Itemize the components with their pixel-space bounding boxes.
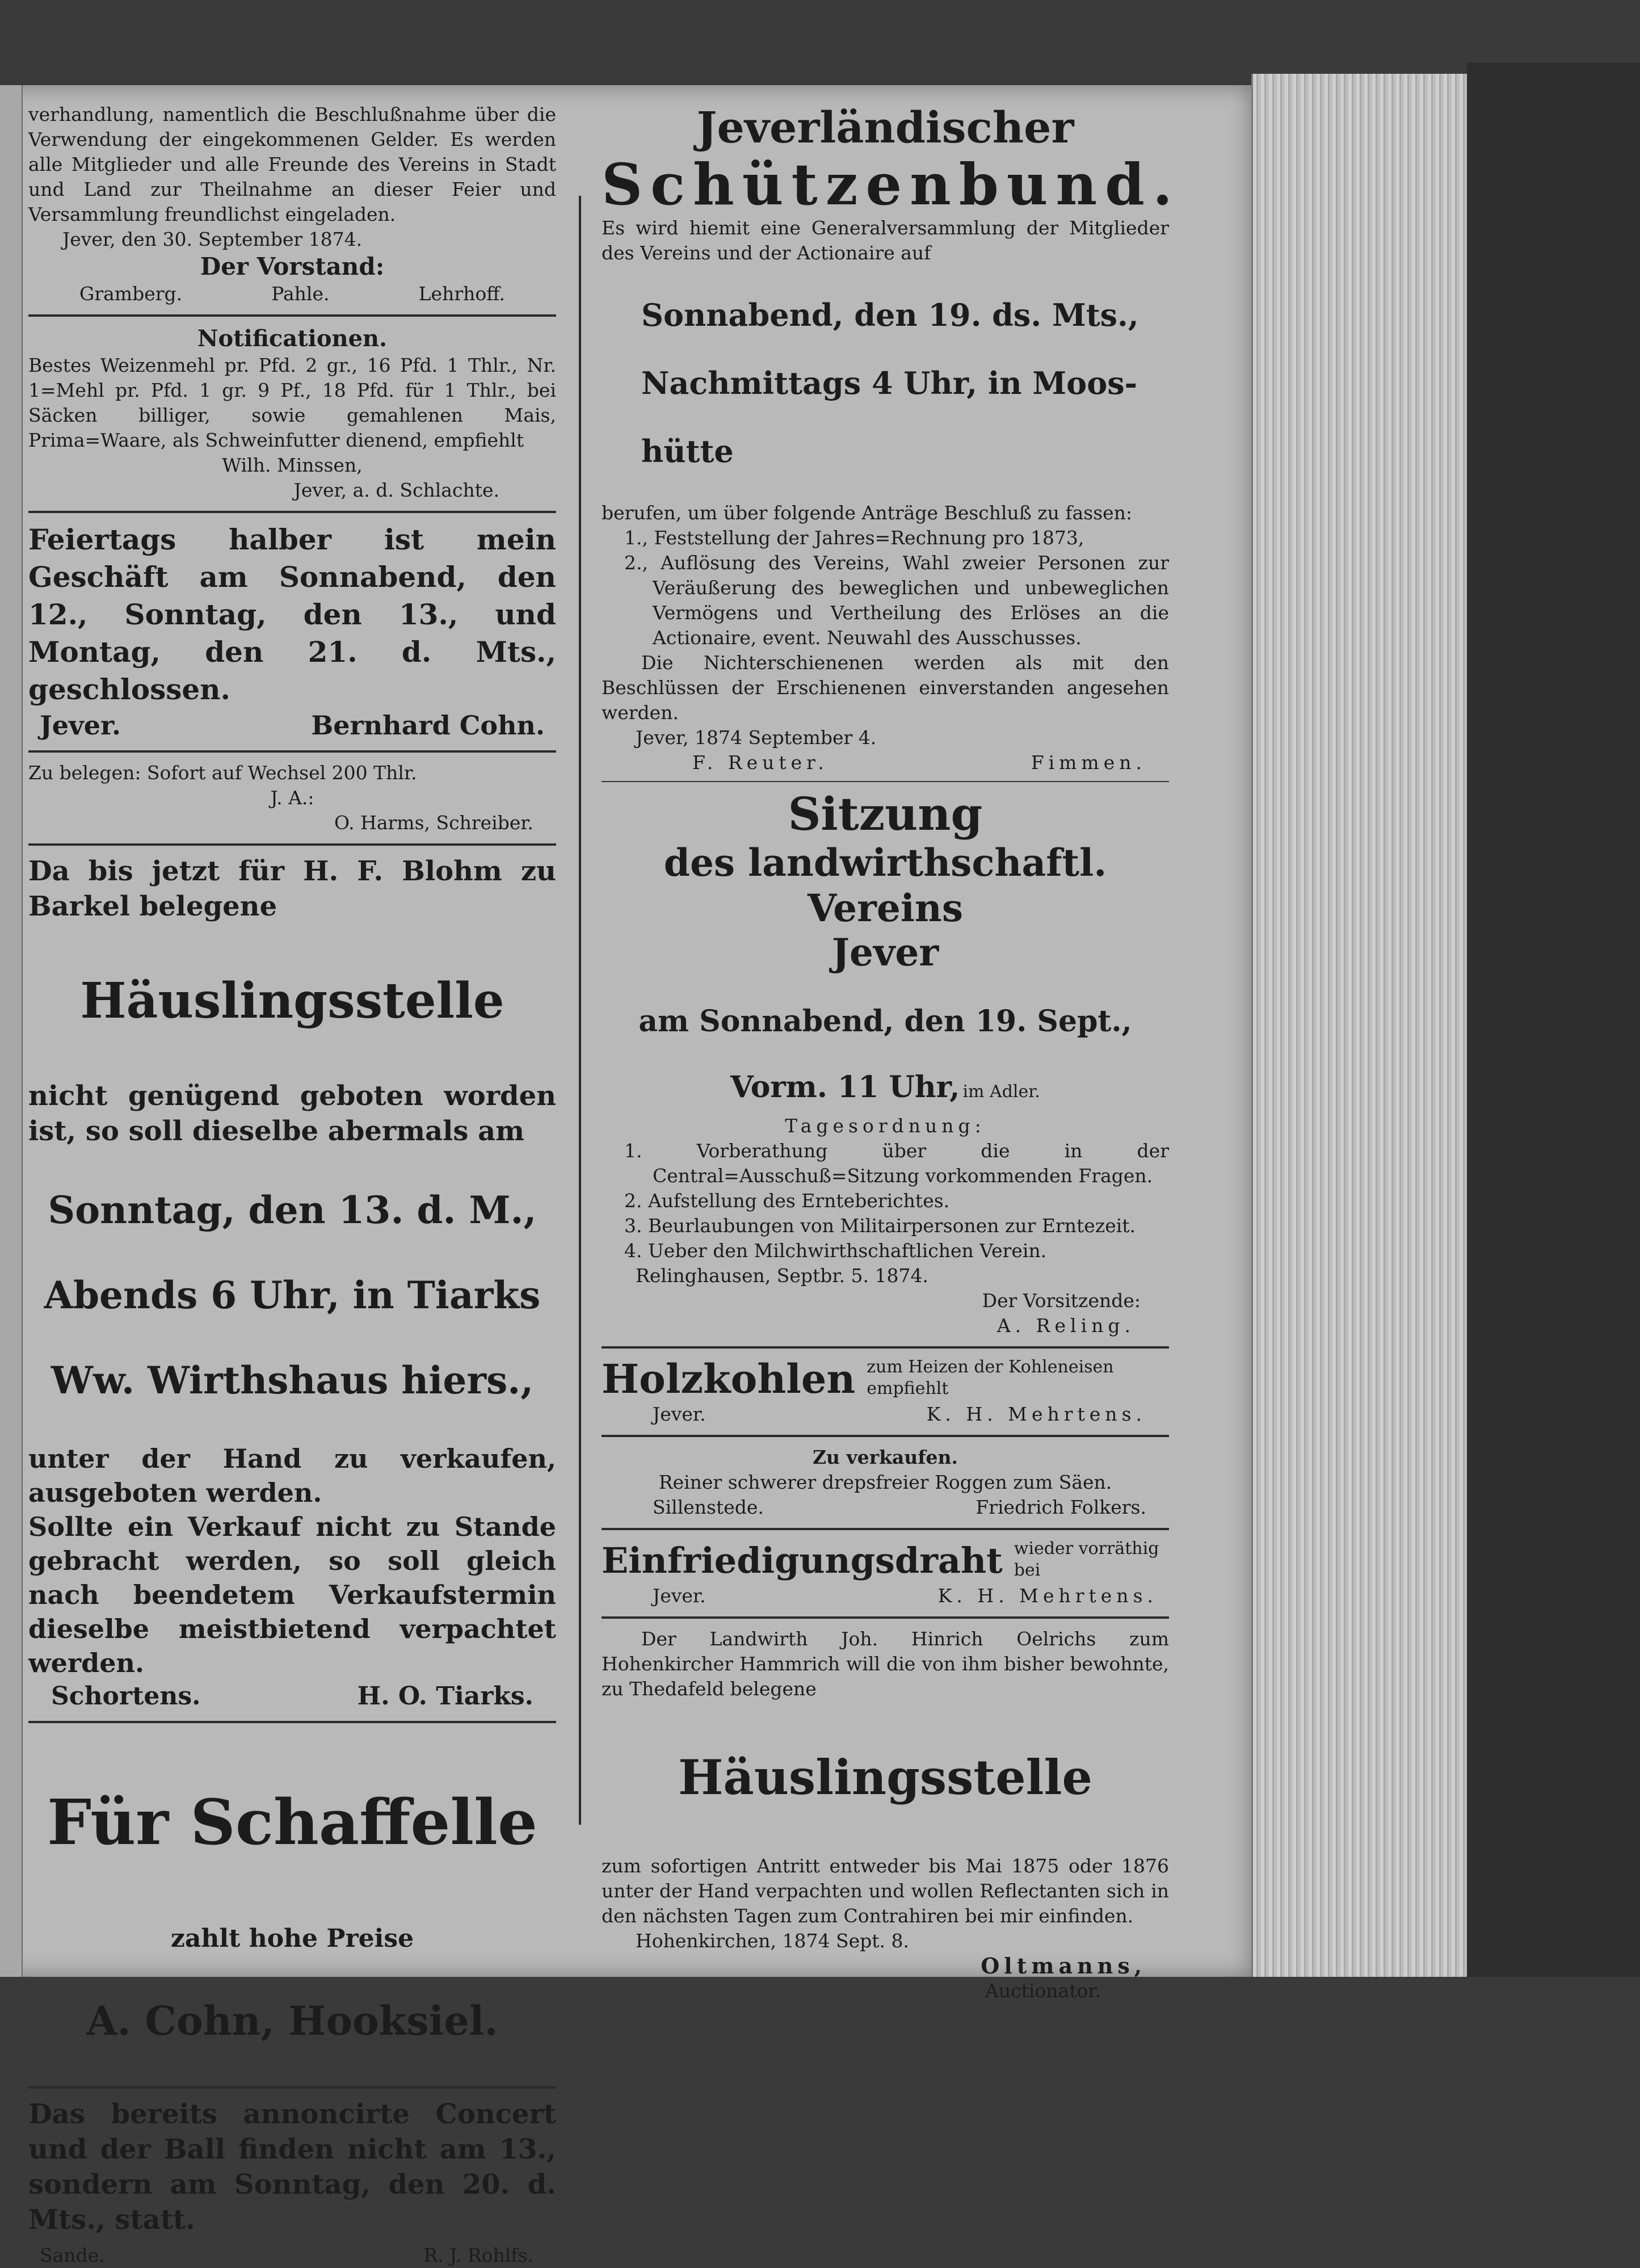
notice-date: Jever, 1874 September 4. xyxy=(636,726,877,749)
notice-title: des landwirthschaftl. Vereins xyxy=(663,841,1107,930)
notice-title: Sitzung xyxy=(788,787,983,841)
notice-date: Sonntag, den 13. d. M., xyxy=(48,1188,537,1232)
divider xyxy=(28,750,556,753)
notice-title: Schützenbund. xyxy=(602,151,1180,218)
divider xyxy=(28,511,556,513)
notice-date: Jever, den 30. September 1874. xyxy=(62,228,363,250)
notice-text: unter der Hand zu verkaufen, ausgeboten werden. xyxy=(28,1443,556,1508)
notice-board: Der Vorstand: xyxy=(200,253,385,280)
agenda-item: 2. Aufstellung des Ernteberichtes. xyxy=(624,1190,950,1212)
notice-text: berufen, um über folgende Anträge Beschluß zu fassen: xyxy=(602,502,1133,524)
divider xyxy=(602,1346,1169,1349)
notice-house-sale xyxy=(28,854,556,1713)
board-name: Pahle. xyxy=(271,283,330,305)
divider xyxy=(602,1528,1169,1530)
notice-chair: Der Vorsitzende: xyxy=(982,1290,1141,1312)
divider xyxy=(602,1435,1169,1437)
notice-headline: Holzkohlen xyxy=(602,1355,856,1402)
notice-headline: Häuslingsstelle xyxy=(80,972,504,1030)
notice-text: Der Landwirth Joh. Hinrich Oelrichs zum Hohenkircher Hammrich will die von ihm bisher bewohnte, zu Thedafeld belegene xyxy=(602,1628,1169,1700)
agenda-item: 3. Beurlaubungen von Militairpersonen zur Erntezeit. xyxy=(624,1215,1136,1237)
notice-title: Zu verkaufen. xyxy=(812,1446,958,1468)
notice-meeting xyxy=(28,102,556,306)
notice-role: Auctionator. xyxy=(985,1980,1101,2002)
notice-date: Sonnabend, den 19. ds. Mts., xyxy=(641,297,1139,333)
notice-signature: K. H. Mehrtens. xyxy=(937,1585,1158,1607)
divider xyxy=(602,781,1169,782)
notice-charcoal xyxy=(602,1356,1169,1427)
notice-text: Sollte ein Verkauf nicht zu Stande gebracht werden, so soll gleich nach beendetem Verkaufstermin dieselbe meistbietend verpachtet werden. xyxy=(28,1511,556,1678)
agenda-item: 4. Ueber den Milchwirthschaftlichen Verein. xyxy=(624,1240,1047,1262)
notice-rye-sale xyxy=(602,1445,1169,1520)
notice-side-text: zum Heizen der Kohleneisen empfiehlt xyxy=(867,1357,1114,1398)
notice-date: Nachmittags 4 Uhr, in Moos- xyxy=(641,365,1138,401)
notice-head-row xyxy=(602,1538,1169,1584)
notice-signature: Friedrich Folkers. xyxy=(975,1496,1146,1518)
notice-date: hütte xyxy=(641,433,734,469)
notice-text: Feiertags halber ist mein Geschäft am Sonnabend, den 12., Sonntag, den 13., und Montag, den 21. d. Mts., geschlossen. xyxy=(28,523,556,706)
notice-concert xyxy=(28,2097,556,2268)
notice-intro: Da bis jetzt für H. F. Blohm zu Barkel belegene xyxy=(28,855,556,922)
notice-place: Jever. xyxy=(653,1403,706,1425)
agenda-item: 1. Vorberathung über die in der Central=Ausschuß=Sitzung vorkommenden Fragen. xyxy=(624,1140,1169,1187)
notice-holiday xyxy=(28,521,556,742)
notice-text: Bestes Weizenmehl pr. Pfd. 2 gr., 16 Pfd. 1 Thlr., Nr. 1=Mehl pr. Pfd. 1 gr. 9 Pf., 18 Pfd. für 1 Thlr., bei Säcken billiger, sowie gemahlenen Mais, Prima=Waare, als Schweinfutter dienend, empfiehlt xyxy=(28,354,556,451)
notice-date: Vorm. 11 Uhr, xyxy=(730,1070,960,1104)
notice-signature: R. J. Rohlfs. xyxy=(423,2244,533,2266)
notice-footer xyxy=(602,1495,1169,1520)
notice-footer xyxy=(602,1402,1169,1427)
notice-date: Relinghausen, Septbr. 5. 1874. xyxy=(636,1265,928,1287)
notice-signature: F. Reuter. xyxy=(692,751,829,774)
notice-signature: A. Reling. xyxy=(996,1314,1135,1337)
notice-text: Das bereits annoncirte Concert und der Ball finden nicht am 13., sondern am Sonntag, den 20. d. Mts., statt. xyxy=(28,2098,556,2236)
divider xyxy=(602,1616,1169,1619)
notice-place: Sillenstede. xyxy=(653,1496,764,1518)
left-column xyxy=(28,102,556,2268)
notice-signature: Bernhard Cohn. xyxy=(311,710,545,741)
notice-venue: im Adler. xyxy=(962,1082,1040,1102)
book-page-edges xyxy=(1251,74,1469,1977)
notice-footer xyxy=(28,1680,556,1713)
notice-line: J. A.: xyxy=(270,787,314,809)
notice-text: Reiner schwerer drepsfreier Roggen zum Säen. xyxy=(658,1471,1112,1493)
notice-place: Jever. xyxy=(653,1585,706,1607)
column-divider xyxy=(579,196,581,1825)
agenda-item: 1., Feststellung der Jahres=Rechnung pro 1873, xyxy=(624,527,1084,549)
notice-signature: K. H. Mehrtens. xyxy=(926,1403,1146,1425)
notice-sheepskins xyxy=(28,1786,556,2047)
notice-headline: Für Schaffelle xyxy=(47,1786,537,1859)
notice-date: Ww. Wirthshaus hiers., xyxy=(51,1358,534,1402)
book-binding xyxy=(1467,62,1640,1977)
board-name: Gramberg. xyxy=(79,283,183,305)
notice-house-lease xyxy=(602,1627,1169,2004)
notice-side-text: wieder vorräthig bei xyxy=(1014,1539,1159,1580)
notice-fence-wire xyxy=(602,1538,1169,1608)
notice-date: am Sonnabend, den 19. Sept., xyxy=(638,1004,1132,1039)
notice-head-row xyxy=(602,1356,1169,1402)
right-column xyxy=(602,102,1180,2004)
notice-text: Die Nichterschienenen werden als mit den Beschlüssen der Erschienenen einverstanden angesehen werden. xyxy=(602,652,1169,724)
notice-line: Zu belegen: Sofort auf Wechsel 200 Thlr. xyxy=(28,762,417,784)
notice-text: zum sofortigen Antritt entweder bis Mai 1875 oder 1876 unter der Hand verpachten und wollen Reflectanten sich in den nächsten Tagen zum Contrahiren bei mir einfinden. xyxy=(602,1855,1169,1927)
notice-date: Hohenkirchen, 1874 Sept. 8. xyxy=(636,1930,909,1952)
notice-signature: Fimmen. xyxy=(1031,751,1146,774)
notice-headline: Einfriedigungsdraht xyxy=(602,1540,1003,1581)
agenda-item: 2., Auflösung des Vereins, Wahl zweier Personen zur Veräußerung des beweglichen und unbeweglichen Vermögens und Vertheilung des Erlöses an die Actionaire, event. Neuwahl des Ausschusses. xyxy=(624,552,1169,649)
notice-footer xyxy=(602,1584,1169,1608)
notice-footer xyxy=(28,2237,556,2268)
board-name: Lehrhoff. xyxy=(418,283,505,305)
notice-place: Jever. xyxy=(40,710,121,741)
notice-footer xyxy=(28,708,556,742)
notice-text: nicht genügend geboten worden ist, so soll dieselbe abermals am xyxy=(28,1080,556,1147)
divider xyxy=(28,1721,556,1723)
notice-date: Abends 6 Uhr, in Tiarks xyxy=(44,1273,541,1317)
notice-signature: A. Cohn, Hooksiel. xyxy=(86,1997,498,2044)
notice-signature: Wilh. Minssen, xyxy=(222,454,363,476)
notice-subline: zahlt hohe Preise xyxy=(170,1924,414,1953)
notice-place: Sande. xyxy=(40,2244,105,2266)
agenda-title: Tagesordnung: xyxy=(785,1115,986,1137)
notice-loan xyxy=(28,761,556,835)
notice-title: Jeverländischer xyxy=(696,102,1074,153)
notice-place: Schortens. xyxy=(51,1682,201,1711)
notice-date-line xyxy=(602,1069,1169,1106)
notice-title: Notificationen. xyxy=(197,325,388,352)
notice-farmers-meeting xyxy=(602,788,1169,1338)
divider xyxy=(28,314,556,317)
notice-text: Es wird hiemit eine Generalversammlung der Mitglieder des Vereins und der Actionaire auf xyxy=(602,217,1169,264)
notice-signature: Oltmanns, xyxy=(981,1953,1146,1979)
notice-text: verhandlung, namentlich die Beschlußnahme über die Verwendung der eingekommenen Gelder. Es werden alle Mitglieder und alle Freunde des Vereins in Stadt und Land zur Theilnahme an dieser Feier und Versammlung freundlichst eingeladen. xyxy=(28,103,556,225)
notice-footer xyxy=(602,750,1169,775)
notice-flour xyxy=(28,325,556,503)
notice-signature: H. O. Tiarks. xyxy=(357,1682,533,1711)
notice-place: Jever, a. d. Schlachte. xyxy=(293,479,499,501)
notice-headline: Häuslingsstelle xyxy=(678,1749,1092,1805)
notice-line: O. Harms, Schreiber. xyxy=(334,812,533,834)
divider xyxy=(28,2086,556,2089)
notice-title: Jever xyxy=(831,930,939,975)
notice-shooting-club xyxy=(602,102,1180,775)
previous-page-edge xyxy=(0,85,23,1977)
board-names xyxy=(28,282,556,306)
divider xyxy=(28,843,556,846)
